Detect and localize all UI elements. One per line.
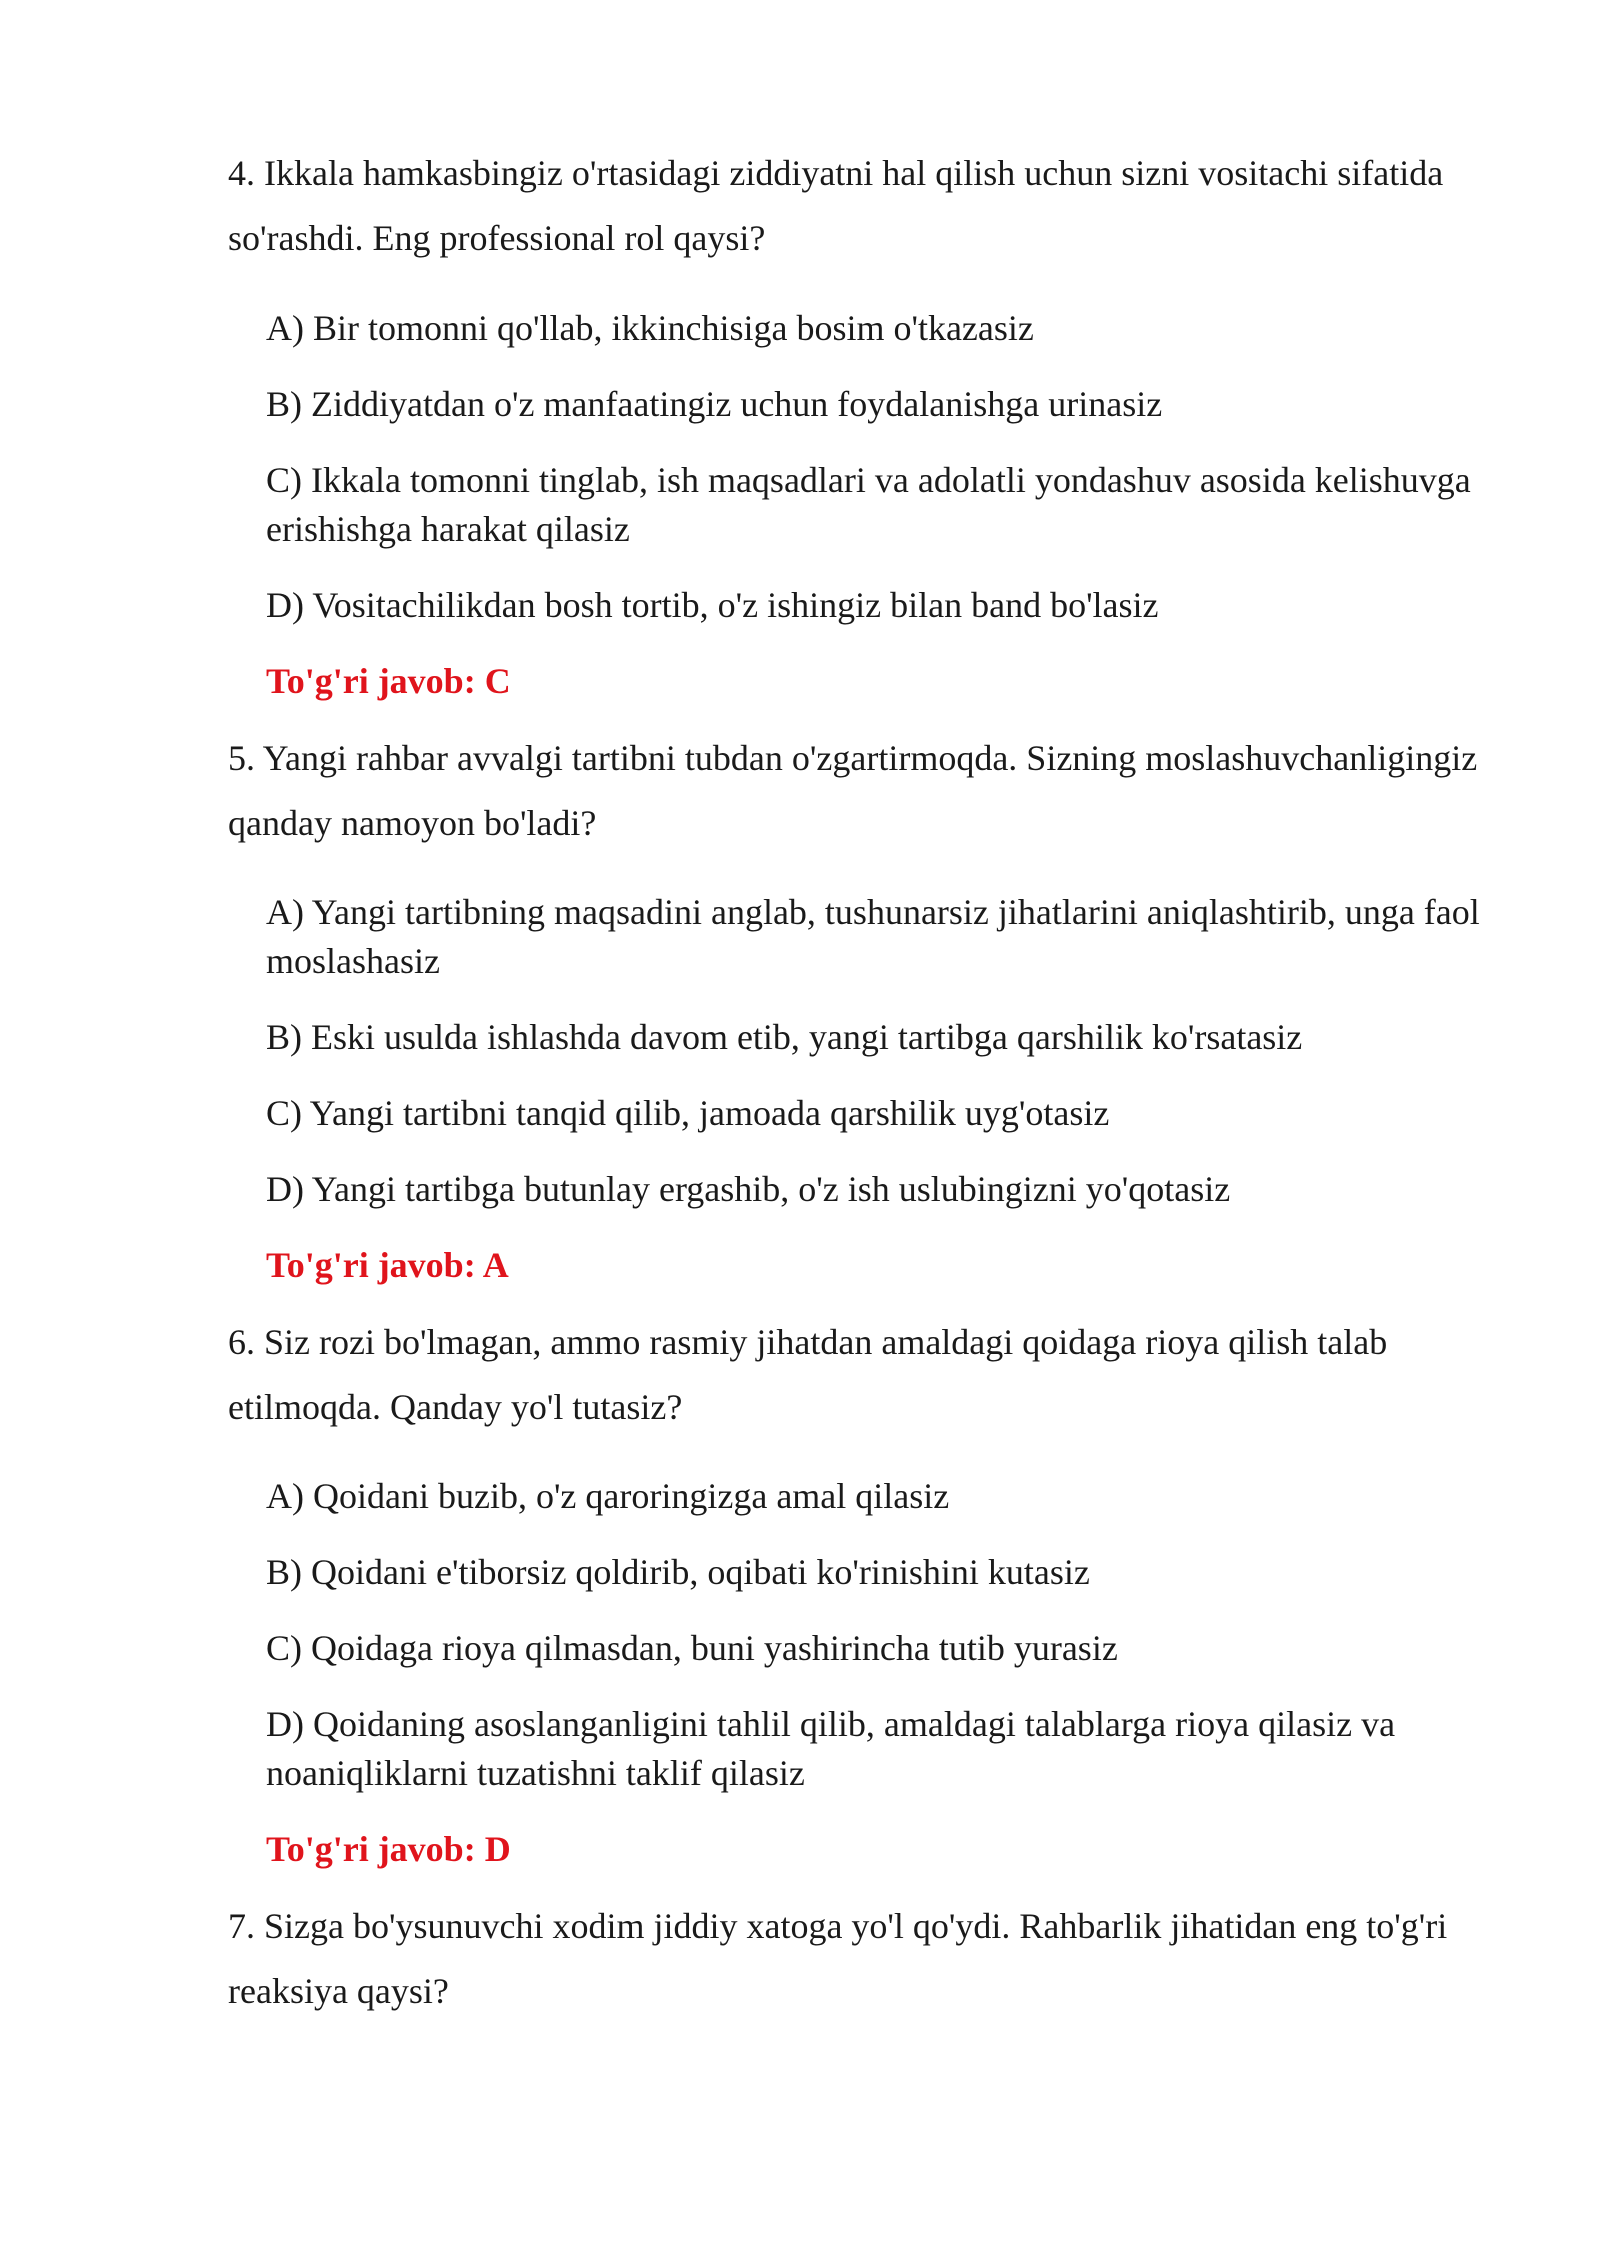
question-6-option-b: B) Qoidani e'tiborsiz qoldirib, oqibati ko'rinishini kutasiz	[266, 1552, 1090, 1592]
question-5-option-b: B) Eski usulda ishlashda davom etib, yangi tartibga qarshilik ko'rsatasiz	[266, 1017, 1303, 1057]
question-4-answer: To'g'ri javob: C	[266, 661, 511, 701]
question-6-option-c: C) Qoidaga rioya qilmasdan, buni yashirincha tutib yurasiz	[266, 1628, 1118, 1668]
question-6-option-d: D) Qoidaning asoslanganligini tahlil qilib, amaldagi talablarga rioya qilasiz va noaniqliklarni tuzatishni taklif qilasiz	[266, 1704, 1396, 1793]
question-4-text: 4. Ikkala hamkasbingiz o'rtasidagi ziddiyatni hal qilish uchun sizni vositachi sifatida so'rashdi. Eng professional rol qaysi?	[228, 153, 1444, 258]
question-5-option-a: A) Yangi tartibning maqsadini anglab, tushunarsiz jihatlarini aniqlashtirib, unga faol moslashasiz	[266, 892, 1480, 981]
question-6-option-a: A) Qoidani buzib, o'z qaroringizga amal qilasiz	[266, 1476, 950, 1516]
question-4-option-d: D) Vositachilikdan bosh tortib, o'z ishingiz bilan band bo'lasiz	[266, 585, 1159, 625]
question-6-text: 6. Siz rozi bo'lmagan, ammo rasmiy jihatdan amaldagi qoidaga rioya qilish talab etilmoqda. Qanday yo'l tutasiz?	[228, 1322, 1388, 1427]
question-5-text: 5. Yangi rahbar avvalgi tartibni tubdan o'zgartirmoqda. Sizning moslashuvchanligingiz qanday namoyon bo'ladi?	[228, 738, 1478, 843]
question-4-option-b: B) Ziddiyatdan o'z manfaatingiz uchun foydalanishga urinasiz	[266, 384, 1163, 424]
question-5-option-c: C) Yangi tartibni tanqid qilib, jamoada qarshilik uyg'otasiz	[266, 1093, 1110, 1133]
question-4-option-a: A) Bir tomonni qo'llab, ikkinchisiga bosim o'tkazasiz	[266, 308, 1034, 348]
question-6-answer: To'g'ri javob: D	[266, 1829, 511, 1869]
question-5-option-d: D) Yangi tartibga butunlay ergashib, o'z ish uslubingizni yo'qotasiz	[266, 1169, 1231, 1209]
question-5-answer: To'g'ri javob: A	[266, 1245, 509, 1285]
question-4-option-c: C) Ikkala tomonni tinglab, ish maqsadlari va adolatli yondashuv asosida kelishuvga erishishga harakat qilasiz	[266, 460, 1471, 549]
question-7-text: 7. Sizga bo'ysunuvchi xodim jiddiy xatoga yo'l qo'ydi. Rahbarlik jihatidan eng to'g'ri reaksiya qaysi?	[228, 1906, 1448, 2011]
